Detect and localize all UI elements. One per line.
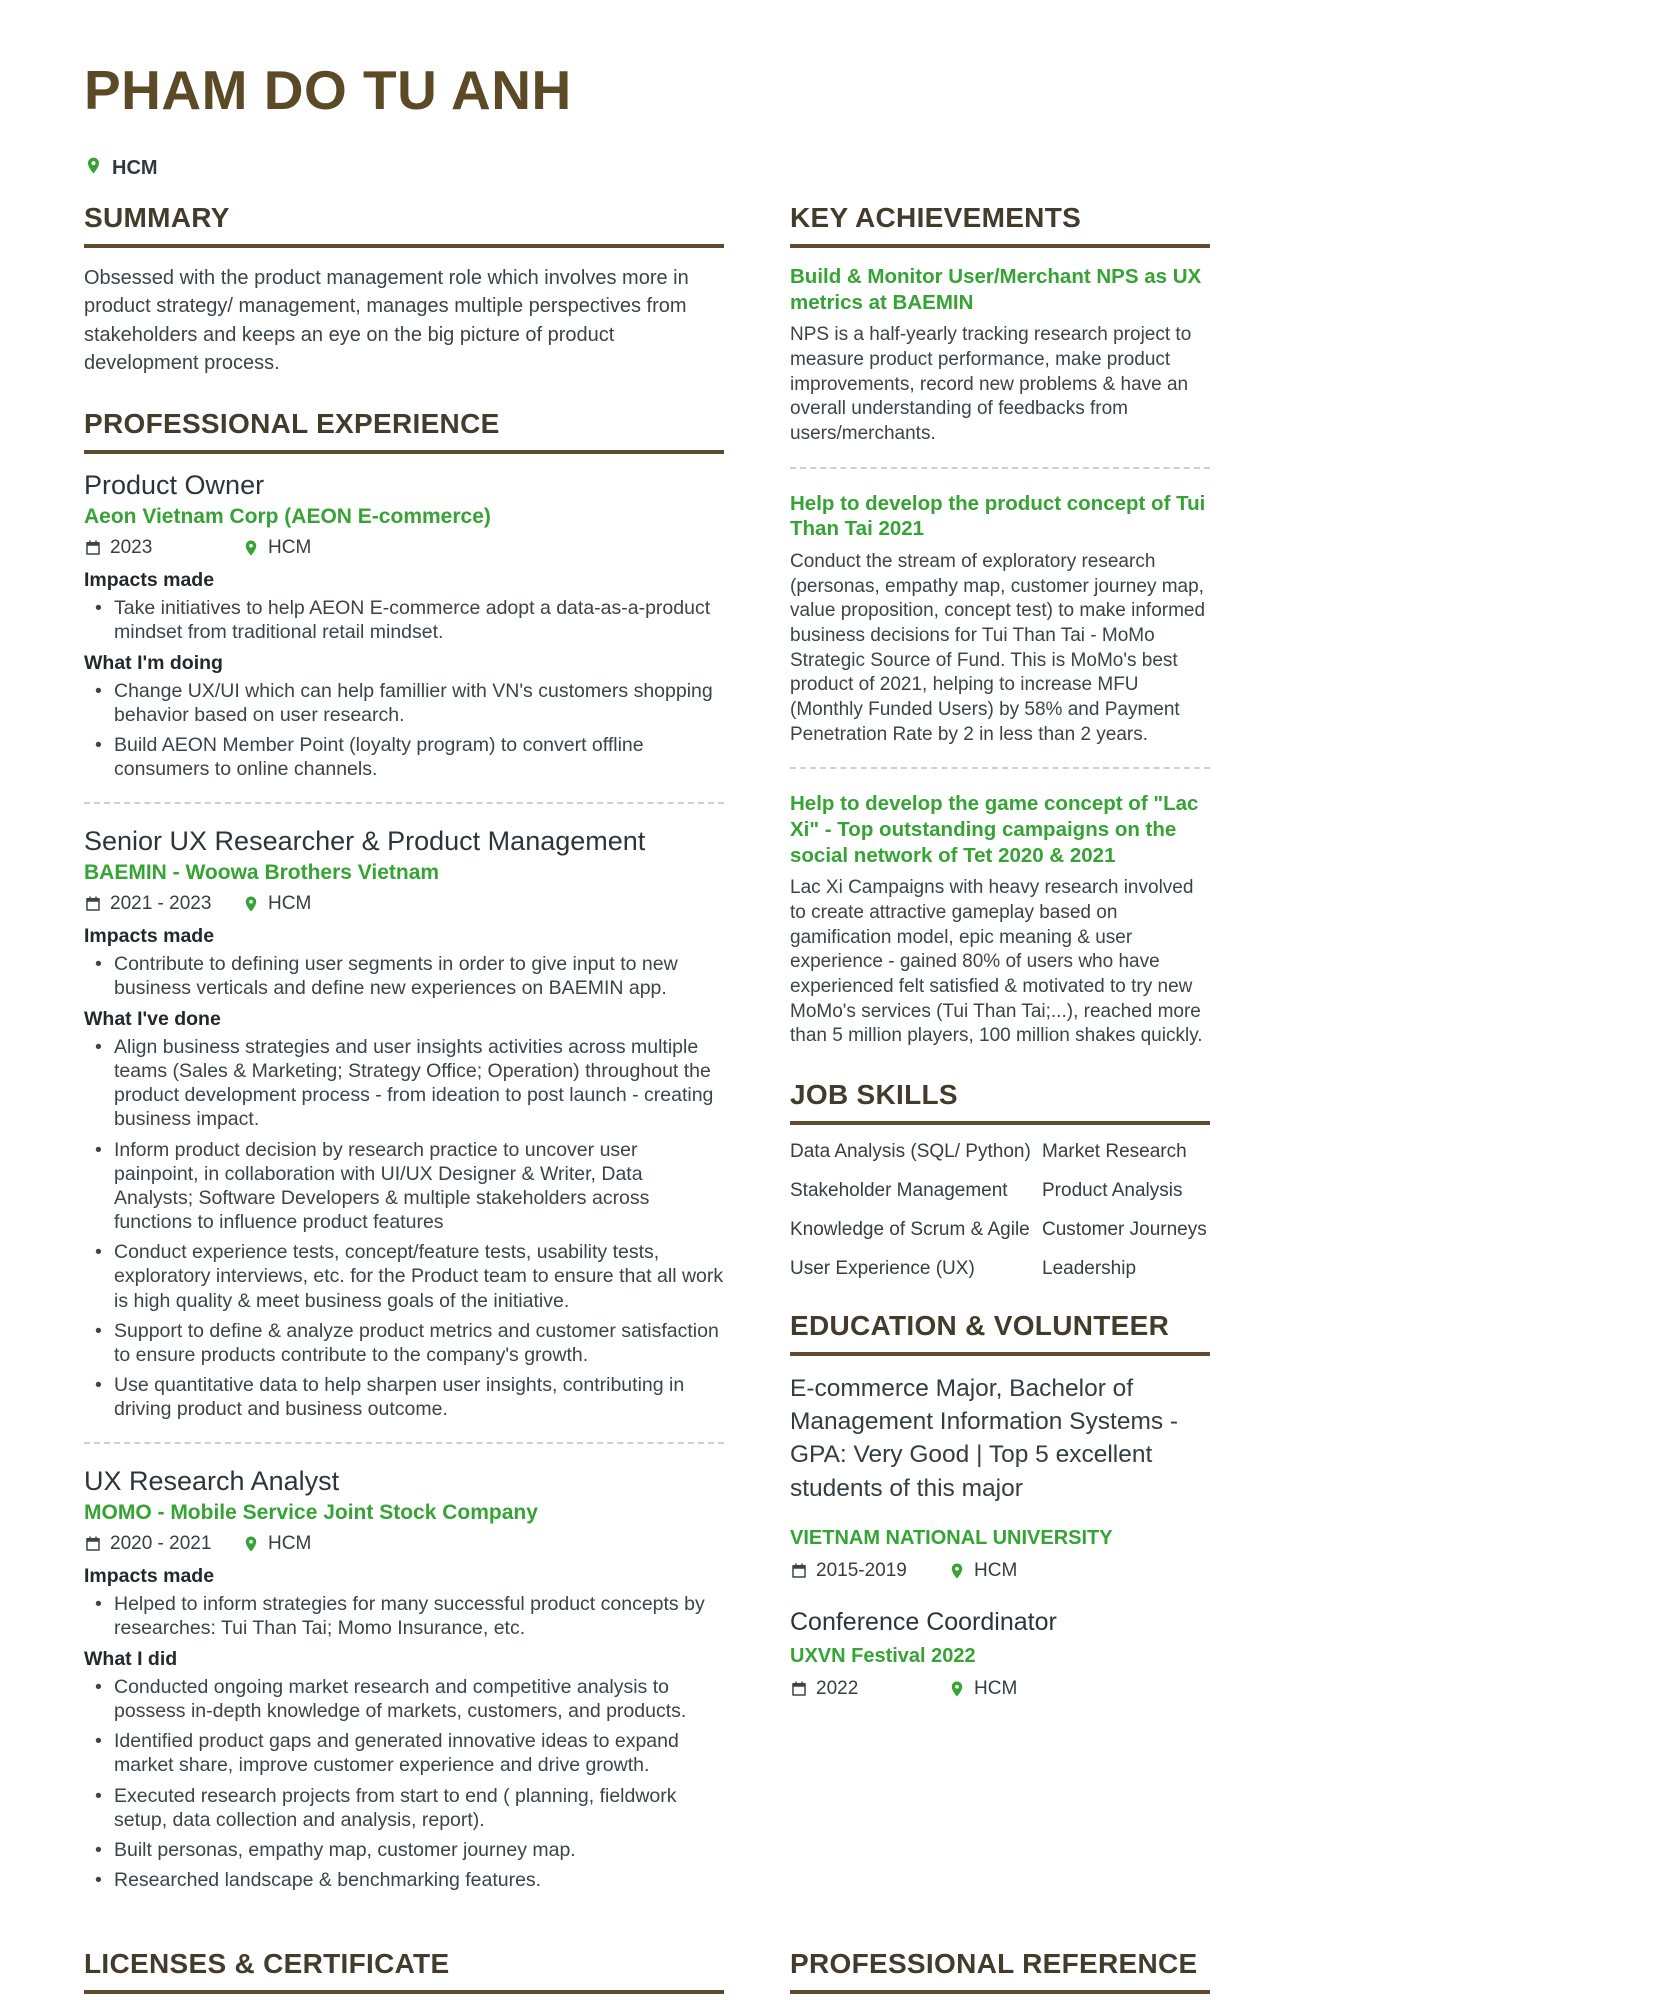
location-pin-icon (948, 1680, 966, 1698)
bullet-list (84, 1035, 724, 1422)
job-entry (84, 1466, 724, 1893)
location-pin-icon (242, 1535, 260, 1553)
skill-item: Data Analysis (SQL/ Python) (790, 1141, 1031, 1163)
achievement-item (790, 791, 1210, 1049)
candidate-name: PHAM DO TU ANH (84, 59, 572, 121)
volunteer-location (948, 1678, 1017, 1700)
location-pin-icon (242, 539, 260, 557)
bullet-item: • Take initiatives to help AEON E-commerce adopt a data-as-a-product mindset from traditional retail mindset. (84, 596, 724, 644)
job-subsection-label: What I'm doing (84, 651, 223, 674)
job-entry (84, 470, 724, 782)
skill-item: Knowledge of Scrum & Agile (790, 1218, 1030, 1240)
job-dates (84, 893, 242, 915)
bullet-item: • Conducted ongoing market research and competitive analysis to possess in-depth knowledge of markets, customers, and products. (84, 1675, 724, 1723)
section-divider (84, 1442, 724, 1444)
education-school: VIETNAM NATIONAL UNIVERSITY (790, 1526, 1113, 1549)
education-title: EDUCATION & VOLUNTEER (790, 1310, 1210, 1356)
job-role: Product Owner (84, 469, 265, 500)
licenses-section (84, 1948, 724, 2000)
location-text: HCM (112, 156, 158, 179)
volunteer-dates-text: 2022 (816, 1677, 859, 1699)
skill-item: Leadership (1042, 1257, 1137, 1279)
job-dates (84, 537, 242, 559)
achievements-section (790, 202, 1210, 1049)
job-meta (84, 537, 724, 559)
achievement-text: NPS is a half-yearly tracking research project to measure product performance, make product improvements, record new problems & have an overall understanding of feedbacks from users/merchants. (790, 324, 1192, 444)
bullet-item: • Contribute to defining user segments in order to give input to new business verticals and define new experiences on BAEMIN app. (84, 952, 724, 1000)
bullet-list (84, 1675, 724, 1892)
bullet-item: • Support to define & analyze product metrics and customer satisfaction to ensure products contribute to the company's growth. (84, 1319, 724, 1367)
achievement-title: Help to develop the product concept of Tui Than Tai 2021 (790, 491, 1206, 541)
job-dates-text: 2021 - 2023 (110, 892, 212, 914)
bullet-item: • Executed research projects from start to end ( planning, fieldwork setup, data collection and analysis, report). (84, 1784, 724, 1832)
section-divider (790, 767, 1210, 769)
job-subsection-label: What I did (84, 1647, 178, 1670)
job-meta (84, 1533, 724, 1555)
skills-section (790, 1079, 1210, 1280)
bullet-item: • Change UX/UI which can help famillier with VN's customers shopping behavior based on user research. (84, 679, 724, 727)
experience-title: PROFESSIONAL EXPERIENCE (84, 408, 724, 454)
bullet-list (84, 952, 724, 1000)
bullet-list (84, 1592, 724, 1640)
job-subsection-label: Impacts made (84, 924, 215, 947)
job-role: Senior UX Researcher & Product Management (84, 825, 646, 856)
volunteer-meta (790, 1678, 1210, 1700)
two-column-layout (84, 202, 1210, 1922)
volunteer-dates (790, 1678, 948, 1700)
calendar-icon (84, 895, 102, 913)
job-location (242, 537, 311, 559)
section-divider (84, 802, 724, 804)
education-location (948, 1560, 1017, 1582)
bullet-item: • Inform product decision by research practice to uncover user painpoint, in collaboration with UI/UX Designer & Writer, Data Analysts; Software Developers & multiple stakeholders across functions to influence product features (84, 1138, 724, 1235)
education-dates (790, 1560, 948, 1582)
reference-title: PROFESSIONAL REFERENCE (790, 1948, 1210, 1994)
bullet-list (84, 596, 724, 644)
bullet-item: • Use quantitative data to help sharpen user insights, contributing in driving product and business outcome. (84, 1373, 724, 1421)
achievement-text: Conduct the stream of exploratory research (personas, empathy map, customer journey map, value proposition, concept test) to make informed business decisions for Tui Than Tai - MoMo Strategic Source of Fund. This is MoMo's best product of 2021, helping to increase MFU (Monthly Funded Users) by 58% and Payment Penetration Rate by 2 in less than 2 years. (790, 550, 1206, 745)
job-location-text: HCM (268, 892, 312, 914)
skill-item: Product Analysis (1042, 1179, 1183, 1201)
bullet-item: • Helped to inform strategies for many successful product concepts by researches: Tui Than Tai; Momo Insurance, etc. (84, 1592, 724, 1640)
calendar-icon (790, 1680, 808, 1698)
reference-section (790, 1948, 1210, 2000)
volunteer-location-text: HCM (974, 1677, 1018, 1699)
achievement-text: Lac Xi Campaigns with heavy research involved to create attractive gameplay based on gamification model, epic meaning & user experience - gained 80% of users who have experienced felt satisfied & motivated to try new MoMo's services (Tui Than Tai;...), reached more than 5 million players, 100 million shakes quickly. (790, 877, 1203, 1047)
job-subsection-label: Impacts made (84, 568, 215, 591)
job-role: UX Research Analyst (84, 1465, 340, 1496)
summary-title: SUMMARY (84, 202, 724, 248)
achievement-item (790, 491, 1210, 748)
job-location-text: HCM (268, 1532, 312, 1554)
achievement-item (790, 264, 1210, 447)
volunteer-role: Conference Coordinator (790, 1607, 1057, 1636)
calendar-icon (84, 1535, 102, 1553)
left-column (84, 202, 724, 1922)
education-meta (790, 1560, 1210, 1582)
education-degree: E-commerce Major, Bachelor of Management Information Systems - GPA: Very Good | Top 5 excellent students of this major (790, 1375, 1179, 1502)
experience-section (84, 408, 724, 1893)
job-subsection-label: What I've done (84, 1007, 221, 1030)
skill-item: User Experience (UX) (790, 1257, 975, 1279)
job-location-text: HCM (268, 536, 312, 558)
job-meta (84, 893, 724, 915)
calendar-icon (84, 539, 102, 557)
skills-title: JOB SKILLS (790, 1079, 1210, 1125)
job-location (242, 893, 311, 915)
right-column (790, 202, 1210, 1922)
job-company: Aeon Vietnam Corp (AEON E-commerce) (84, 504, 491, 528)
calendar-icon (790, 1562, 808, 1580)
education-dates-text: 2015-2019 (816, 1559, 907, 1581)
bullet-item: • Identified product gaps and generated innovative ideas to expand market share, improve customer experience and drive growth. (84, 1729, 724, 1777)
job-subsection-label: Impacts made (84, 1564, 215, 1587)
bullet-item: • Built personas, empathy map, customer journey map. (84, 1838, 724, 1862)
bullet-item: • Conduct experience tests, concept/feature tests, usability tests, exploratory interviews, etc. for the Product team to ensure that all work is high quality & meet business goals of the initiative. (84, 1240, 724, 1313)
job-dates-text: 2020 - 2021 (110, 1532, 212, 1554)
bullet-item: • Build AEON Member Point (loyalty program) to convert offline consumers to online channels. (84, 733, 724, 781)
licenses-title: LICENSES & CERTIFICATE (84, 1948, 724, 1994)
achievement-title: Help to develop the game concept of "Lac Xi" - Top outstanding campaigns on the social network of Tet 2020 & 2021 (790, 792, 1199, 867)
job-dates-text: 2023 (110, 536, 153, 558)
bullet-item: • Align business strategies and user insights activities across multiple teams (Sales & Marketing; Strategy Office; Operation) throughout the product development process - from ideation to post launch - creating business impact. (84, 1035, 724, 1132)
job-company: MOMO - Mobile Service Joint Stock Company (84, 1500, 538, 1524)
job-dates (84, 1533, 242, 1555)
summary-text: Obsessed with the product management role which involves more in product strategy/ management, manages multiple perspectives from stakeholders and keeps an eye on the big picture of product development process. (84, 267, 689, 375)
section-divider (790, 467, 1210, 469)
skill-item: Market Research (1042, 1141, 1187, 1163)
skills-grid (790, 1141, 1210, 1280)
bullet-list (84, 679, 724, 782)
job-location (242, 1533, 311, 1555)
job-entry (84, 826, 724, 1422)
location-pin-icon (948, 1562, 966, 1580)
education-section (790, 1310, 1210, 1699)
skill-item: Stakeholder Management (790, 1179, 1008, 1201)
resume-content (84, 58, 1210, 1922)
location-pin-icon (84, 156, 103, 180)
achievements-title: KEY ACHIEVEMENTS (790, 202, 1210, 248)
header-location (84, 156, 1210, 180)
location-pin-icon (242, 895, 260, 913)
job-company: BAEMIN - Woowa Brothers Vietnam (84, 860, 440, 884)
skill-item: Customer Journeys (1042, 1218, 1207, 1240)
education-location-text: HCM (974, 1559, 1018, 1581)
volunteer-organization: UXVN Festival 2022 (790, 1644, 976, 1667)
achievement-title: Build & Monitor User/Merchant NPS as UX metrics at BAEMIN (790, 265, 1202, 314)
summary-section (84, 202, 724, 378)
bullet-item: • Researched landscape & benchmarking features. (84, 1868, 724, 1892)
